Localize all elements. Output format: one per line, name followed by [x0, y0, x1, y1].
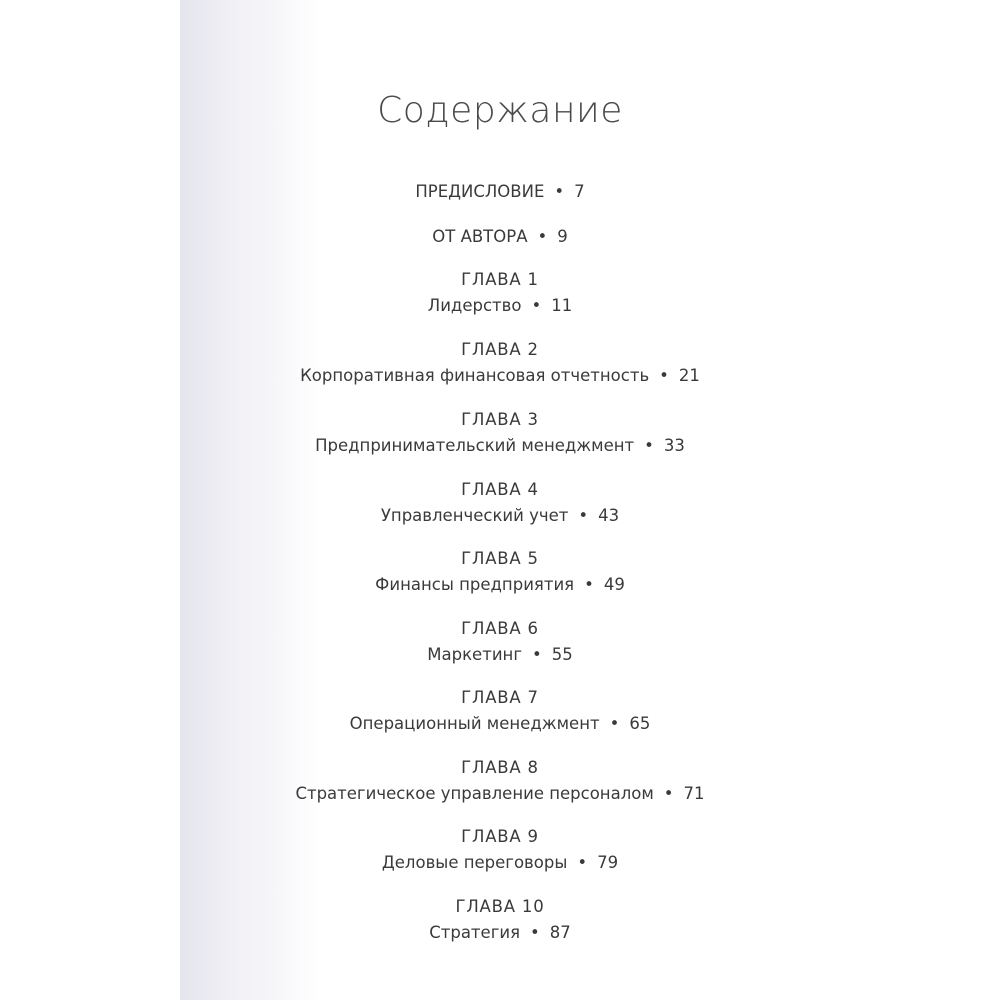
chapter-title: Стратегическое управление персоналом [295, 784, 654, 803]
toc-page-number: 9 [557, 227, 568, 246]
toc-separator: • [609, 714, 620, 733]
toc-entry-chapter-3 [250, 436, 750, 456]
chapter-title: Предпринимательский менеджмент [315, 436, 635, 455]
toc-separator: • [577, 853, 588, 872]
toc-separator: • [659, 366, 669, 385]
toc-page-number: 21 [678, 366, 700, 385]
toc-entry-chapter-10 [250, 923, 750, 943]
chapter-title: Стратегия [429, 923, 521, 942]
toc-entry-chapter-6 [250, 645, 750, 665]
chapter-label: ГЛАВА 3 [461, 410, 539, 429]
toc-page-number: 43 [598, 506, 620, 525]
toc-separator: • [530, 923, 540, 942]
toc-separator: • [531, 296, 542, 315]
chapter-label: ГЛАВА 2 [461, 340, 539, 359]
toc-entry-chapter-2 [250, 366, 750, 386]
toc-page-number: 79 [597, 853, 619, 872]
chapter-title: Корпоративная финансовая отчетность [300, 366, 650, 385]
toc-entry-label: ОТ АВТОРА [432, 227, 528, 246]
page-title: Содержание [377, 90, 623, 131]
toc-separator: • [537, 227, 548, 246]
toc-page-number: 11 [551, 296, 573, 315]
chapter-title: Финансы предприятия [375, 575, 575, 594]
chapter-title: Управленческий учет [380, 506, 569, 525]
toc-entry-chapter-1 [250, 296, 750, 316]
toc-separator: • [584, 575, 594, 594]
toc-separator: • [663, 784, 674, 803]
toc-page-number: 49 [603, 575, 625, 594]
toc-entry-label: ПРЕДИСЛОВИЕ [415, 182, 545, 201]
toc-entry-chapter-9 [250, 853, 750, 873]
chapter-label: ГЛАВА 9 [461, 827, 539, 846]
toc-entry-chapter-8 [250, 784, 750, 804]
toc-page-number: 55 [551, 645, 573, 664]
toc-separator: • [554, 182, 565, 201]
toc-entry-chapter-5 [250, 575, 750, 595]
chapter-title: Лидерство [427, 296, 522, 315]
chapter-label: ГЛАВА 6 [461, 619, 539, 638]
toc-page-number: 71 [683, 784, 705, 803]
toc-page-number: 87 [549, 923, 571, 942]
toc-separator: • [578, 506, 589, 525]
toc-page-number: 7 [574, 182, 585, 201]
toc-entry-preface [250, 182, 750, 202]
chapter-label: ГЛАВА 8 [461, 758, 539, 777]
chapter-label: ГЛАВА 5 [461, 549, 539, 568]
toc-page-number: 65 [629, 714, 651, 733]
chapter-label: ГЛАВА 4 [461, 480, 539, 499]
chapter-title: Маркетинг [427, 645, 522, 664]
toc-page-number: 33 [663, 436, 685, 455]
toc-entry-chapter-4 [250, 506, 750, 526]
chapter-title: Деловые переговоры [381, 853, 568, 872]
toc-entry-from-author [250, 227, 750, 247]
toc-separator: • [532, 645, 542, 664]
toc-entry-chapter-7 [250, 714, 750, 734]
chapter-label: ГЛАВА 10 [455, 897, 545, 916]
chapter-label: ГЛАВА 1 [461, 270, 539, 289]
chapter-title: Операционный менеджмент [349, 714, 600, 733]
chapter-label: ГЛАВА 7 [461, 688, 539, 707]
toc-separator: • [644, 436, 654, 455]
